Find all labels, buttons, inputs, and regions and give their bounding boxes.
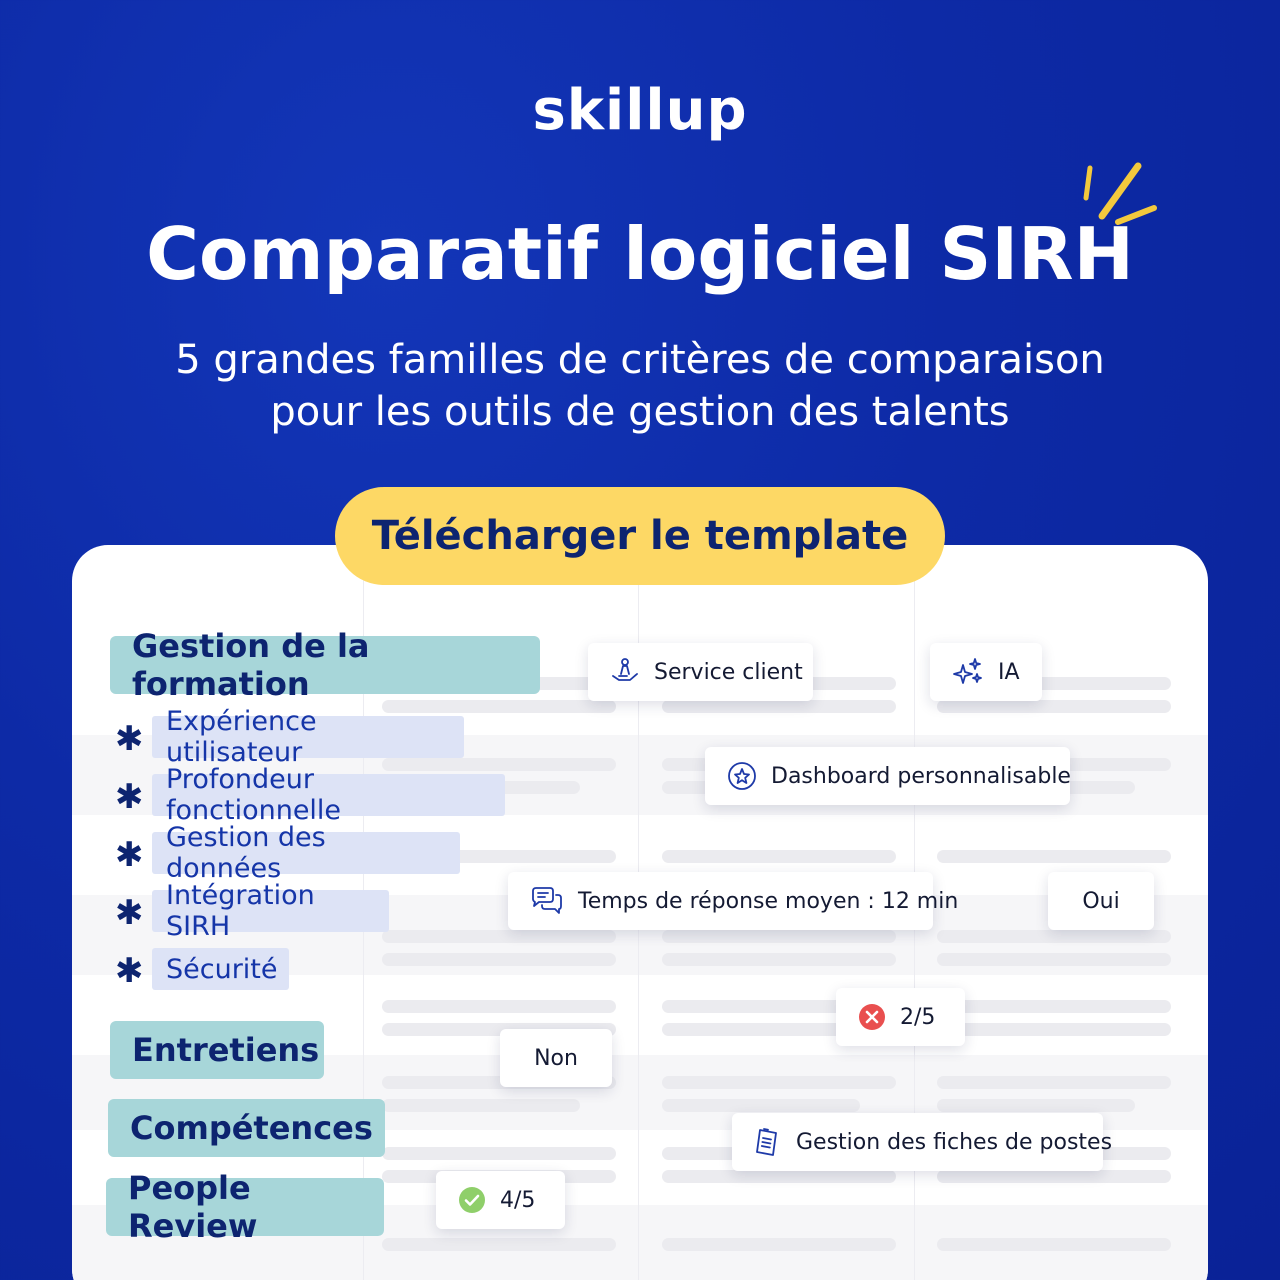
criterion-integration-sirh: Intégration SIRH: [152, 890, 389, 932]
placeholder-bar: [662, 1076, 896, 1089]
helping-hand-icon: [610, 657, 640, 687]
criterion-experience-utilisateur: Expérience utilisateur: [152, 716, 464, 758]
tag-note-2-sur-5: [836, 988, 965, 1046]
category-gestion-formation: Gestion de la formation: [110, 636, 540, 694]
tag-note-2-label: 2/5: [900, 1004, 936, 1030]
placeholder-bar: [937, 1238, 1171, 1251]
page-subtitle: [0, 334, 1280, 438]
placeholder-bar: [382, 953, 616, 966]
placeholder-bar: [937, 953, 1171, 966]
placeholder-bar: [937, 1099, 1135, 1112]
placeholder-bar: [662, 1170, 896, 1183]
placeholder-bar: [937, 930, 1171, 943]
check-circle-icon: [458, 1186, 486, 1214]
asterisk-icon: ✱: [115, 835, 144, 875]
placeholder-bar: [662, 700, 896, 713]
tag-service-client-label: Service client: [654, 659, 803, 685]
tag-temps-reponse: [508, 872, 959, 930]
star-circle-icon: [727, 761, 757, 791]
category-entretiens: Entretiens: [110, 1021, 324, 1079]
category-competences: Compétences: [108, 1099, 385, 1157]
criterion-securite: Sécurité: [152, 948, 289, 990]
tag-non: [500, 1029, 612, 1087]
page-title: Comparatif logiciel SIRH: [146, 212, 1134, 296]
chat-bubbles-icon: [530, 886, 564, 916]
cross-circle-icon: [858, 1003, 886, 1031]
placeholder-bar: [937, 1023, 1171, 1036]
subtitle-line-1: 5 grandes familles de critères de comparaison: [175, 337, 1105, 383]
tag-service-client: [588, 643, 813, 701]
placeholder-bar: [662, 1099, 860, 1112]
download-template-button[interactable]: Télécharger le template: [335, 487, 945, 585]
tag-fiches-postes-label: Gestion des fiches de postes: [796, 1129, 1113, 1155]
category-people-review: People Review: [106, 1178, 384, 1236]
tag-note-4-sur-5: [436, 1171, 565, 1229]
tag-oui: [1048, 872, 1154, 930]
placeholder-bar: [937, 1170, 1171, 1183]
criterion-profondeur-fonctionnelle: Profondeur fonctionnelle: [152, 774, 505, 816]
criterion-gestion-donnees: Gestion des données: [152, 832, 460, 874]
tag-note-4-label: 4/5: [500, 1187, 536, 1213]
tag-non-label: Non: [534, 1045, 578, 1071]
sparkles-icon: [952, 656, 984, 688]
placeholder-bar: [382, 1147, 616, 1160]
placeholder-bar: [382, 1000, 616, 1013]
placeholder-bar: [937, 700, 1171, 713]
placeholder-bar: [662, 930, 896, 943]
tag-gestion-fiches-postes: [732, 1113, 1113, 1171]
tag-ia-label: IA: [998, 659, 1020, 685]
document-icon: [754, 1127, 782, 1157]
placeholder-bar: [937, 1076, 1171, 1089]
placeholder-bar: [662, 850, 896, 863]
asterisk-icon: ✱: [115, 951, 144, 991]
tag-dashboard-label: Dashboard personnalisable: [771, 763, 1071, 789]
tag-dashboard-personnalisable: [705, 747, 1070, 805]
asterisk-icon: ✱: [115, 777, 144, 817]
tag-oui-label: Oui: [1082, 888, 1120, 914]
placeholder-bar: [662, 953, 896, 966]
tag-temps-reponse-label: Temps de réponse moyen : 12 min: [578, 888, 959, 914]
placeholder-bar: [382, 1238, 616, 1251]
placeholder-bar: [937, 1000, 1171, 1013]
asterisk-icon: ✱: [115, 719, 144, 759]
placeholder-bar: [937, 850, 1171, 863]
subtitle-line-2: pour les outils de gestion des talents: [270, 389, 1010, 435]
placeholder-bar: [662, 1238, 896, 1251]
skillup-logo: skillup: [532, 78, 748, 143]
tag-ia: [930, 643, 1042, 701]
asterisk-icon: ✱: [115, 893, 144, 933]
placeholder-bar: [382, 930, 616, 943]
placeholder-bar: [382, 1099, 580, 1112]
